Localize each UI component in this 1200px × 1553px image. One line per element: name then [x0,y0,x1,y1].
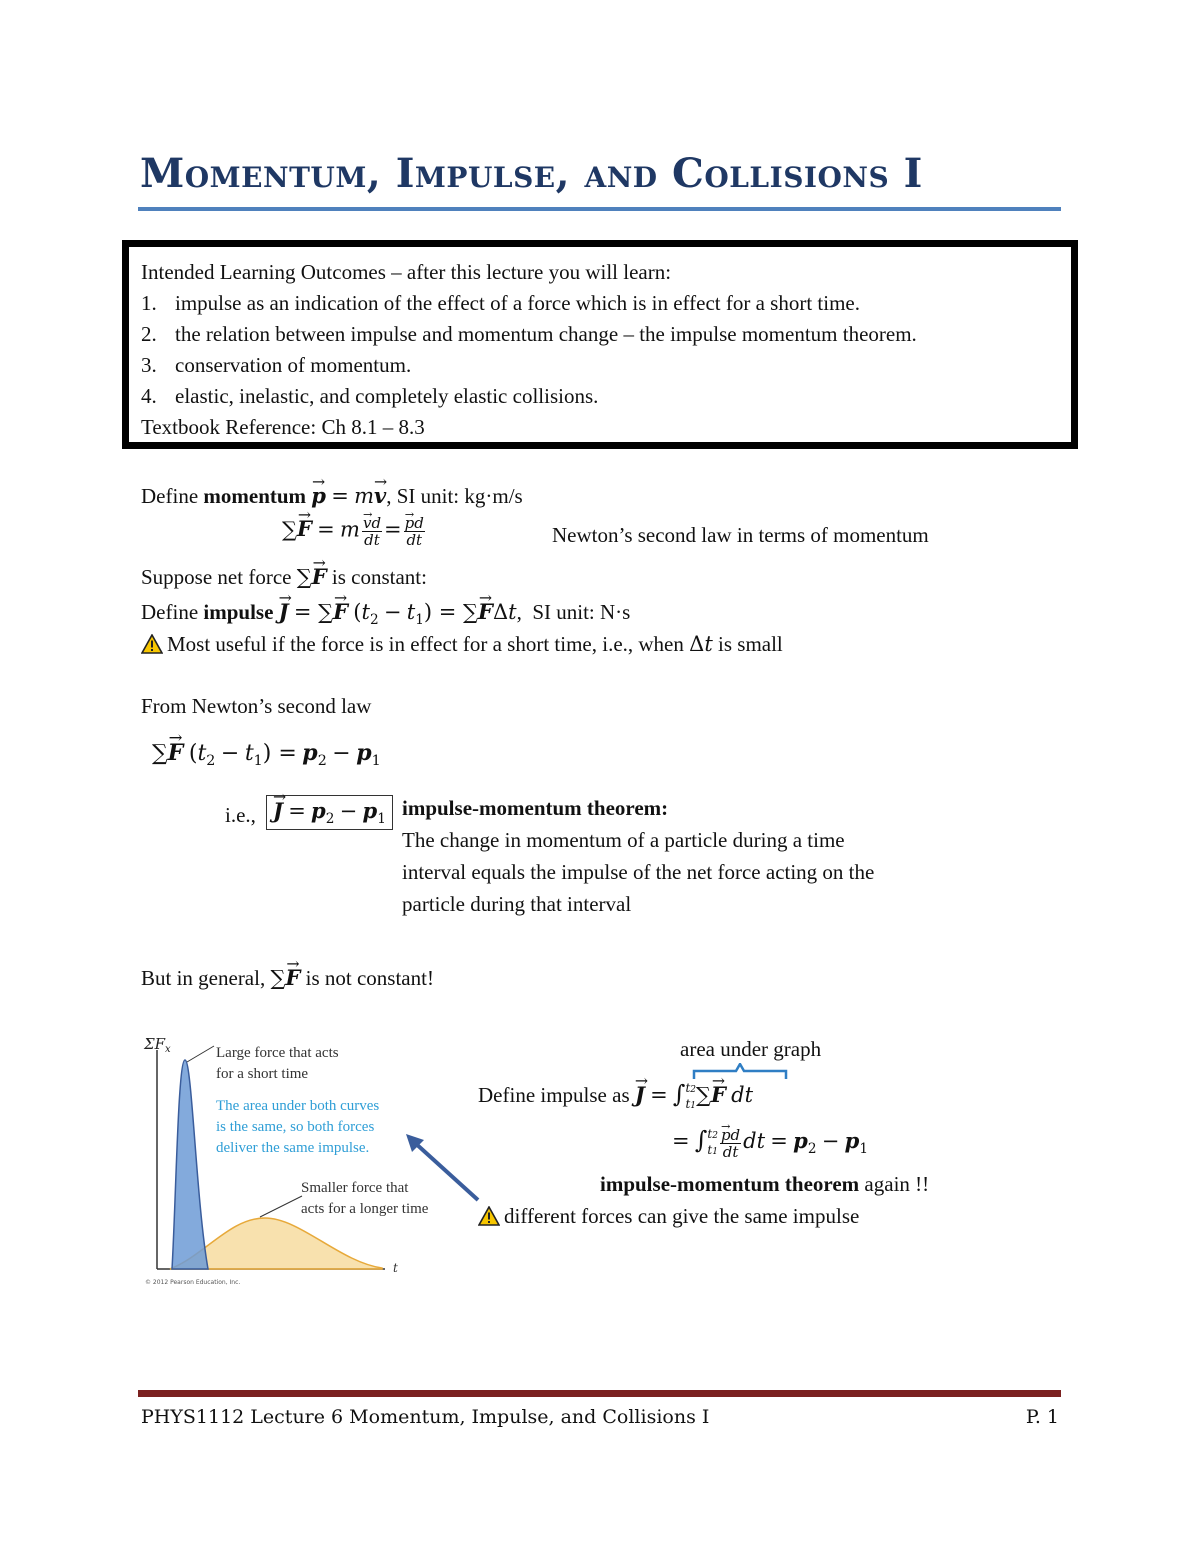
impulse-definition: Define impulse → J = ∑→ F $(t_2 - t_1)$ = ∑→ FΔt, SI unit: N·s [141,599,630,628]
theorem-line: particle during that interval [402,892,632,916]
area-brace [692,1063,788,1081]
impulse-integral-momentum: = ∫ t2 t1 → $\frac{pd}{dt}$ dt = $p_2 - p_1$ [672,1126,868,1160]
pointer-arrow [400,1130,485,1205]
impulse-momentum-equation: ∑→ F $(t_2 - t_1) = p_2 - p_1$ [152,740,381,769]
impulse-warning: Most useful if the force is in effect for a short time, i.e., when Δt is small [141,632,783,657]
general-statement: But in general, ∑→ F is not constant! [141,965,434,991]
warning-icon [141,634,163,654]
title-rule [138,207,1061,211]
theorem-description: impulse-momentum theorem: The change in momentum of a particle during a time interval equals the impulse of the net force acting on the particle during that interval [402,792,874,920]
outcome-item: 4. elastic, inelastic, and completely elastic collisions. [141,384,599,408]
textbook-reference: Textbook Reference: Ch 8.1 – 8.3 [141,415,425,439]
area-under-graph-label: area under graph [680,1037,822,1061]
theorem-again: impulse-momentum theorem again !! [600,1172,930,1196]
theorem-line: interval equals the impulse of the net force acting on the [402,860,875,884]
newton-intro: From Newton’s second law [141,694,372,718]
callout-line [187,1046,214,1062]
large-force-label: Large force that acts for a short time [216,1045,339,1082]
warning-icon [478,1206,500,1226]
footer-page-number: P. 1 [1025,1406,1059,1428]
small-force-label: Smaller force that acts for a longer time [301,1180,429,1217]
large-force-curve [172,1060,208,1269]
footer-rule [138,1390,1061,1397]
outcome-item: 3. conservation of momentum. [141,353,412,377]
t-axis-label: t [393,1261,398,1275]
callout-line [260,1196,302,1217]
copyright-note: © 2012 Pearson Education, Inc. [145,1279,241,1286]
theorem-line: The change in momentum of a particle during a time [402,828,845,852]
theorem-name: impulse-momentum theorem [402,796,662,820]
outcomes-intro: Intended Learning Outcomes – after this lecture you will learn: [141,260,672,284]
learning-outcomes-box [122,240,1078,449]
newton-momentum-equation: ∑→ F = m → $\frac{vd}{dt}$ = → $\frac{pd}{dt}$ [282,515,427,548]
ie-label: i.e., [225,803,256,827]
page-title: Momentum, Impulse, and Collisions I [140,150,923,197]
constant-force-statement: Suppose net force ∑→ F is constant: [141,564,427,590]
outcome-item: 1. impulse as an indication of the effect of a force which is in effect for a short time. [141,291,860,315]
area-note: The area under both curves is the same, so both forces deliver the same impulse. [216,1098,380,1156]
newton-note: Newton’s second law in terms of momentum [552,523,929,547]
y-axis-label: $\Sigma F_x$ [144,1035,171,1055]
same-impulse-warning: different forces can give the same impulse [478,1204,859,1229]
outcome-item: 2. the relation between impulse and momentum change – the impulse momentum theorem. [141,322,917,346]
impulse-integral-definition: Define impulse as → J = ∫ t2 t1 ∑→ F dt [478,1080,753,1113]
momentum-definition: Define momentum → p = m→ v, SI unit: kg·m/s [141,483,523,509]
footer-course-title: PHYS1112 Lecture 6 Momentum, Impulse, and Collisions I [141,1406,710,1428]
boxed-theorem-equation: → $J = p_2 - p_1$ [266,795,393,830]
